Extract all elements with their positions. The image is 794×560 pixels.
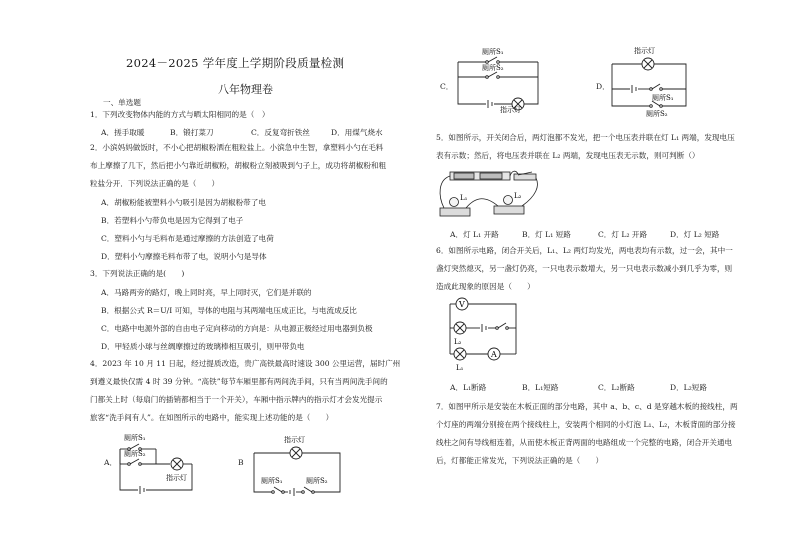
question-4-line: 门都关上时（每扇门的插销都相当于一个开关），车厢中指示牌内的指示灯才会发光提示 xyxy=(90,395,383,404)
q4c-lamp-label: 指示灯 xyxy=(500,106,521,114)
q1-option-b: B．锻打菜刀 xyxy=(170,128,214,137)
question-2-line: 2．小滨妈妈做饭时，不小心把胡椒粉洒在粗粒盐上。小滨急中生智，拿塑料小勺在毛料 xyxy=(90,143,384,152)
q5-option-b: B．灯 L₁ 短路 xyxy=(522,230,571,239)
q5-option-c: C．灯 L₂ 开路 xyxy=(598,230,648,239)
question-6-line: 造成此现象的原因是（ ） xyxy=(436,282,535,291)
q6-option-a: A．L₁断路 xyxy=(450,383,487,392)
q3-option-a: A．马路两旁的路灯，晚上同时亮，早上同时灭，它们是并联的 xyxy=(101,288,312,297)
q3-option-c: C．电路中电源外部的自由电子定向移动的方向是：从电源正极经过用电器到负极 xyxy=(101,324,373,333)
q1-option-c: C．反复弯折铁丝 xyxy=(251,128,310,137)
q4c-s2-label: 厕所S₂ xyxy=(482,64,504,72)
q6-circuit xyxy=(446,294,526,376)
q4d-s1-label: 厕所S₁ xyxy=(652,94,674,102)
q6-option-c: C．L₂断路 xyxy=(598,383,635,392)
q4-circuit-a xyxy=(116,428,206,498)
q4b-s2-label: 厕所S₂ xyxy=(306,477,328,485)
q4d-s2-label: 厕所S₂ xyxy=(646,110,668,118)
q4d-lamp-label: 指示灯 xyxy=(634,47,655,55)
question-7-line: 个灯座的两端分别接在两个接线柱上，安装两个相同的小灯泡 L₁、L₂，木板背面的部分接 xyxy=(436,420,736,429)
q4-option-d-label: D． xyxy=(596,82,610,91)
q5-option-d: D．灯 L₂ 短路 xyxy=(670,230,720,239)
q2-option-b: B．若塑料小勺带负电是因为它得到了电子 xyxy=(101,216,244,225)
question-1-stem: 1．下列改变物体内能的方式与晒太阳相同的是（ ） xyxy=(90,110,270,119)
section-heading: 一、单选题 xyxy=(103,98,141,107)
exam-subtitle: 八年物理卷 xyxy=(218,83,273,96)
question-5-line: 表有示数；然后，将电压表并联在 L₂ 两端，发现电压表无示数，则可判断（） xyxy=(436,151,700,160)
question-2-line: 布上摩擦了几下，然后把小勺靠近胡椒粉，胡椒粉立刻被吸到勺子上，成功将胡椒粉和粗 xyxy=(90,161,387,170)
question-5-line: 5．如图所示，开关闭合后，两灯泡都不发光，把一个电压表并联在灯 L₁ 两端，发现电压 xyxy=(436,133,735,142)
q3-option-d: D．甲轻质小球与丝绸摩擦过的玻璃棒相互吸引，则甲带负电 xyxy=(101,342,305,351)
q4a-s2-label: 厕所S₂ xyxy=(124,450,146,458)
q5-l2-label: L₂ xyxy=(514,192,522,200)
q4-option-c-label: C． xyxy=(440,82,454,91)
question-6-line: 6．如图所示电路，闭合开关后，L₁、L₂ 两灯均发光，两电表均有示数，过一会，其中一 xyxy=(436,246,733,255)
q4a-lamp-label: 指示灯 xyxy=(166,474,187,482)
question-2-line: 粒盐分开．下列说法正确的是（ ） xyxy=(90,179,220,188)
q4b-s1-label: 厕所S₁ xyxy=(261,477,283,485)
q4-circuit-d xyxy=(606,44,696,118)
q2-option-a: A．胡椒粉能被塑料小勺吸引是因为胡椒粉带了电 xyxy=(101,198,266,207)
q5-apparatus-figure xyxy=(436,166,546,222)
q2-option-d: D．塑料小勺摩擦毛料布带了电，说明小勺是导体 xyxy=(101,252,267,261)
q6-option-d: D．L₂短路 xyxy=(670,383,707,392)
q5-option-a: A．灯 L₁ 开路 xyxy=(450,230,499,239)
question-7-line: 后，灯都能正常发光，下列说法正确的是（ ） xyxy=(436,456,604,465)
q4c-s1-label: 厕所S₁ xyxy=(482,48,504,56)
q6-ammeter-label: A xyxy=(491,350,497,359)
question-7-line: 7．如图甲所示是安装在木板正面的部分电路，其中 a、b、c、d 是穿越木板的接线柱，两 xyxy=(436,402,738,411)
question-4-line: 4．2023 年 10 月 11 日起，经过提质改造，贵广高铁最高时速设 300 公里运营，届时广州 xyxy=(90,359,401,368)
q4-option-b-label: B xyxy=(238,458,244,467)
q4a-s1-label: 厕所S₁ xyxy=(124,434,146,442)
q4b-lamp-label: 指示灯 xyxy=(284,436,305,444)
q6-l1-label: L₁ xyxy=(456,364,464,372)
question-4-line: 到遵义最快仅需 4 时 39 分钟。“高铁”每节车厢里都有两间洗手间，只有当两间洗手间的 xyxy=(90,377,388,386)
q4-circuit-b xyxy=(248,430,348,500)
q3-option-b: B．根据公式 R＝U/I 可知，导体的电阻与其两端电压成正比，与电流成反比 xyxy=(101,306,357,315)
q4-option-a-label: A． xyxy=(104,458,118,467)
q5-l1-label: L₁ xyxy=(460,194,468,202)
question-6-line: 盏灯突然熄灭，另一盏灯仍亮，一只电表示数增大，另一只电表示数减小到几乎为零，则 xyxy=(436,264,733,273)
q1-option-d: D．用煤气烧水 xyxy=(331,128,383,137)
q1-option-a: A．搓手取暖 xyxy=(101,128,145,137)
question-7-line: 线柱之间有导线相连着，从而使木板正背两面的电路组成一个完整的电路，闭合开关通电 xyxy=(436,438,733,447)
q2-option-c: C．塑料小勺与毛料布是通过摩擦的方法创造了电荷 xyxy=(101,234,274,243)
question-3-stem: 3．下列说法正确的是( ) xyxy=(90,269,185,278)
q6-l2-label: L₂ xyxy=(454,338,462,346)
question-4-line: 旅客“洗手间有人”。在如图所示的电路中，能实现上述功能的是（ ） xyxy=(90,413,334,422)
q6-option-b: B．L₁短路 xyxy=(522,383,559,392)
q6-voltmeter-label: V xyxy=(459,300,465,309)
exam-title: 2024－2025 学年度上学期阶段质量检测 xyxy=(126,56,345,70)
q4-circuit-c xyxy=(452,46,552,114)
